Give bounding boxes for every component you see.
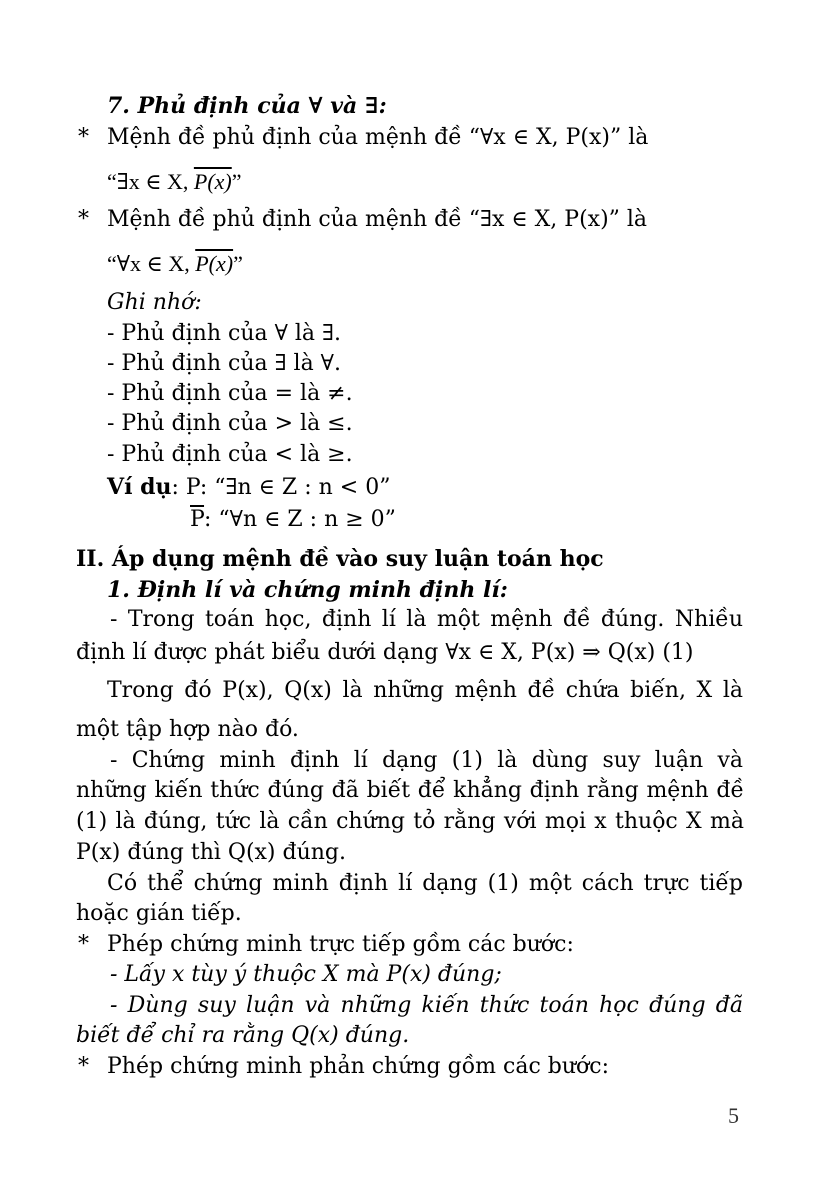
negation-overlined-predicate: P(x) <box>195 251 234 276</box>
direct-step-2-line: - Dùng suy luận và những kiến thức toán học đúng đã <box>110 993 743 1018</box>
note-item: - Phủ định của ∀ là ∃. <box>107 321 341 346</box>
item-2-negation <box>107 249 818 279</box>
paragraph-line: P(x) đúng thì Q(x) đúng. <box>76 840 347 865</box>
bullet-star: * <box>78 207 89 232</box>
example-negation-line <box>190 505 818 535</box>
note-item: - Phủ định của ∃ là ∀. <box>107 351 341 376</box>
note-item: - Phủ định của = là ≠. <box>107 381 353 406</box>
paragraph-line: định lí được phát biểu dưới dạng ∀x ∈ X, P(x) ⇒ Q(x) (1) <box>76 640 694 665</box>
negation-suffix: ” <box>231 169 242 194</box>
negation-prefix: “∃x ∈ X, <box>107 169 194 194</box>
paragraph-line: - Chứng minh định lí dạng (1) là dùng suy luận và <box>110 748 743 773</box>
note-title: Ghi nhớ: <box>107 290 202 315</box>
negation-suffix: ” <box>233 251 243 276</box>
paragraph-line: - Trong toán học, định lí là một mệnh đề đúng. Nhiều <box>110 607 743 632</box>
note-item: - Phủ định của > là ≤. <box>107 411 353 436</box>
direct-proof-title: Phép chứng minh trực tiếp gồm các bước: <box>107 932 574 957</box>
bullet-star: * <box>78 932 89 957</box>
section-2-heading: II. Áp dụng mệnh đề vào suy luận toán học <box>76 546 604 572</box>
example-p: : P: “∃n ∈ Z : n < 0” <box>171 475 391 500</box>
paragraph-line: một tập hợp nào đó. <box>76 717 299 742</box>
example-line <box>107 472 818 503</box>
contradiction-proof-title: Phép chứng minh phản chứng gồm các bước: <box>107 1054 610 1079</box>
bullet-star: * <box>78 125 89 150</box>
item-2-text: Mệnh đề phủ định của mệnh đề “∃x ∈ X, P(x)” là <box>107 207 648 232</box>
paragraph-line: Có thể chứng minh định lí dạng (1) một cách trực tiếp <box>107 871 743 896</box>
bullet-star: * <box>78 1054 89 1079</box>
paragraph-line: Trong đó P(x), Q(x) là những mệnh đề chứa biến, X là <box>107 678 743 703</box>
example-label: Ví dụ <box>107 474 172 500</box>
note-item: - Phủ định của < là ≥. <box>107 442 353 467</box>
paragraph-line: (1) là đúng, tức là cần chứng tỏ rằng với mọi x thuộc X mà <box>76 809 744 834</box>
negation-prefix: “∀x ∈ X, <box>107 251 196 276</box>
direct-step-2-line: biết để chỉ ra rằng Q(x) đúng. <box>76 1023 410 1048</box>
paragraph-line: hoặc gián tiếp. <box>76 901 242 926</box>
negation-overlined-predicate: P(x) <box>193 169 232 194</box>
item-1-text: Mệnh đề phủ định của mệnh đề “∀x ∈ X, P(x)” là <box>107 125 649 150</box>
p-bar-letter: $\overline{P}$ <box>190 507 205 532</box>
item-1-negation <box>107 167 818 197</box>
example-negation: : “∀n ∈ Z : n ≥ 0” <box>204 507 396 532</box>
page-number: 5 <box>728 1103 739 1128</box>
section-7-heading: 7. Phủ định của ∀ và ∃: <box>107 93 387 119</box>
paragraph-line: những kiến thức đúng đã biết để khẳng định rằng mệnh đề <box>76 778 744 803</box>
direct-step-1: - Lấy x tùy ý thuộc X mà P(x) đúng; <box>110 962 502 987</box>
subsection-1-heading: 1. Định lí và chứng minh định lí: <box>107 577 508 603</box>
